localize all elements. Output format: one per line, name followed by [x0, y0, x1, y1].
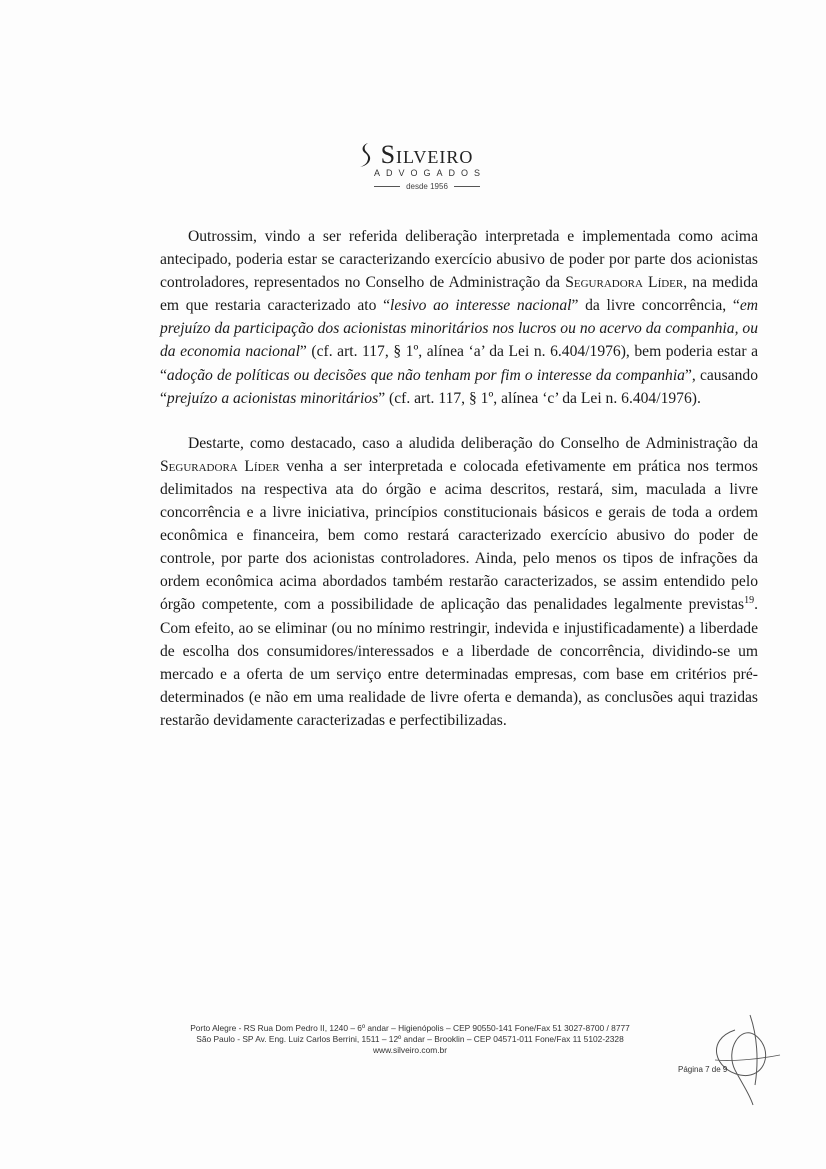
paragraph-2 — [160, 432, 758, 732]
text-run: ”, causando “ — [160, 366, 758, 407]
divider — [374, 186, 400, 187]
text-run: Outrossim, vindo a ser referida deliberação interpretada e implementada como acima antecipado, poderia estar se caracterizando exercício abusivo de poder por parte dos acionistas controladores, representados no Conselho de Administração da — [160, 228, 758, 292]
footer-line-sao-paulo: São Paulo - SP Av. Eng. Luiz Carlos Berrini, 1511 – 12º andar – Brooklin – CEP 04571-011 Fone/Fax 11 5102-2328 — [196, 1034, 624, 1044]
company-name: Seguradora Líder — [160, 457, 280, 475]
quote: adoção de políticas ou decisões que não tenham por fim o interesse da companhia — [166, 366, 685, 384]
footer-address — [180, 1023, 640, 1056]
text-run: ” (cf. art. 117, § 1º, alínea ‘c’ da Lei n. 6.404/1976). — [378, 389, 701, 407]
brand-subtitle: ADVOGADOS — [373, 168, 486, 178]
brand-name: Silveiro — [380, 140, 474, 169]
divider — [454, 186, 480, 187]
page-number: Página 7 de 9 — [678, 1065, 728, 1074]
logo — [300, 140, 530, 170]
company-name: Seguradora Líder — [565, 274, 684, 292]
text-run: , na medida em que restaria caracterizado ato “ — [160, 274, 758, 315]
footer-line-porto-alegre: Porto Alegre - RS Rua Dom Pedro II, 1240 – 6º andar – Higienópolis – CEP 90550-141 Fone/Fax 51 3027-8700 / 8777 — [190, 1023, 630, 1033]
since-line — [300, 182, 530, 191]
paragraph-1 — [160, 225, 758, 410]
text-run: ” da livre concorrência, “ — [571, 297, 740, 315]
silveiro-s-mark-icon — [357, 141, 375, 169]
letterhead — [300, 140, 530, 191]
text-run: Destarte, como destacado, caso a aludida deliberação do Conselho de Administração da — [188, 434, 758, 452]
body-text — [160, 225, 758, 732]
quote: lesivo ao interesse nacional — [390, 297, 572, 315]
text-run: ” (cf. art. 117, § 1º, alínea ‘a’ da Lei n. 6.404/1976), bem poderia estar a “ — [160, 343, 758, 384]
text-run: . Com efeito, ao se eliminar (ou no mínimo restringir, indevida e injustificadamente) a liberdade de escolha dos consumidores/interessados e a liberdade de concorrência, dividindo-se um mercado e a oferta de um serviço entre determinadas empresas, com base em critérios pré-determinados (e não em uma realidade de livre oferta e demanda), as conclusões aqui trazidas restarão devidamente caracterizadas e perfectibilizadas. — [160, 596, 758, 729]
footnote-ref[interactable]: 19 — [744, 595, 755, 607]
footer-website[interactable]: www.silveiro.com.br — [373, 1045, 447, 1055]
since-text: desde 1956 — [406, 182, 448, 191]
signature-icon — [695, 1000, 785, 1110]
quote: em prejuízo da participação dos acionistas minoritários nos lucros ou no acervo da companhia, ou da economia nacional — [160, 297, 758, 361]
text-run: venha a ser interpretada e colocada efetivamente em prática nos termos delimitados na respectiva ata do órgão e acima descritos, restará, sim, maculada a livre concorrência e a livre iniciativa, princípios constitucionais básicos e gerais de toda a ordem econômica e financeira, bem como restará caracterizado exercício abusivo do poder de controle, por parte dos acionistas controladores. Ainda, pelo menos os tipos de infrações da ordem econômica acima abordados também restarão caracterizados, se assim entendido pelo órgão competente, com a possibilidade de aplicação das penalidades legalmente previstas — [160, 457, 758, 614]
quote: prejuízo a acionistas minoritários — [166, 389, 379, 407]
